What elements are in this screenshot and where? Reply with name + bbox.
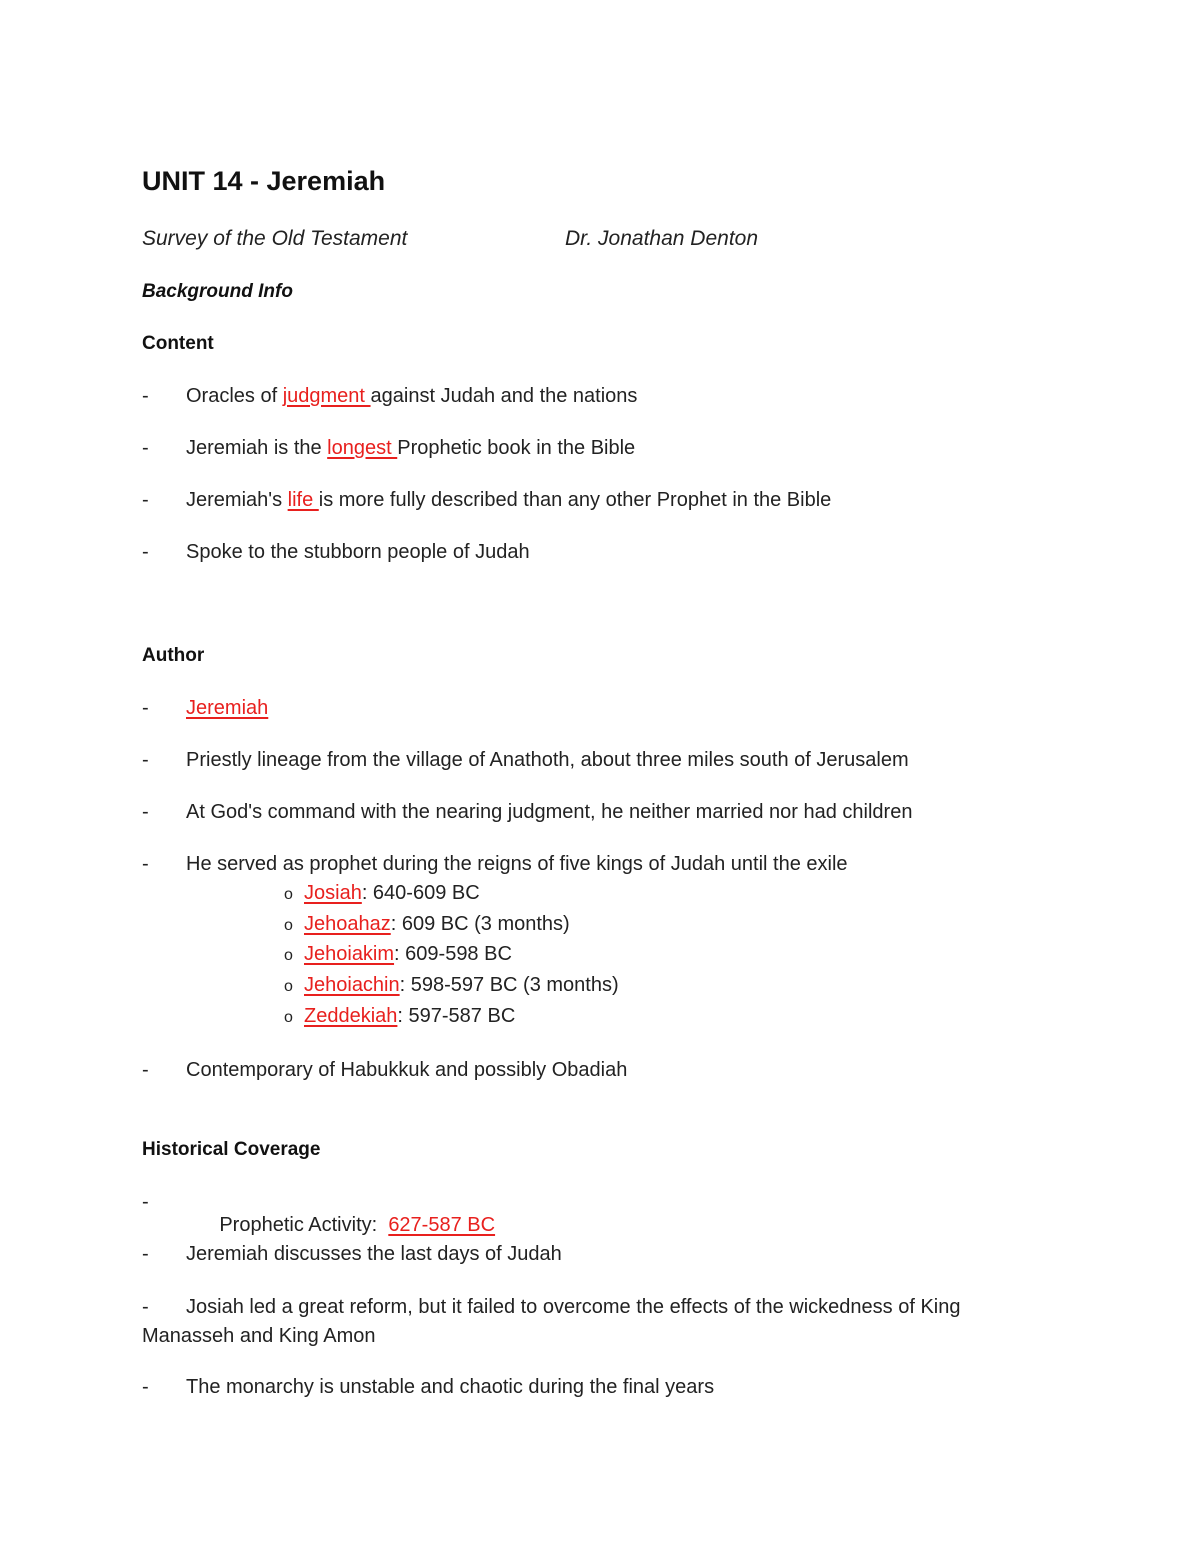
king-dates: : 640-609 BC [361, 882, 480, 904]
item-text: is more fully described than any other Prophet in the Bible [318, 489, 832, 511]
dash-marker: - [142, 1243, 149, 1265]
circle-bullet-icon: o [284, 886, 293, 903]
circle-bullet-icon: o [284, 947, 293, 964]
list-item [186, 697, 268, 720]
dash-marker: - [142, 1376, 149, 1398]
circle-bullet-icon: o [284, 978, 293, 995]
list-item: At God's command with the nearing judgment, he neither married nor had children [186, 801, 913, 823]
list-item: Priestly lineage from the village of Anathoth, about three miles south of Jerusalem [186, 749, 909, 771]
list-item [186, 489, 831, 512]
dash-marker: - [142, 697, 149, 719]
section-heading-author: Author [142, 645, 205, 666]
sublist-item [284, 913, 570, 936]
circle-bullet-icon: o [284, 1009, 293, 1026]
dash-marker: - [142, 801, 149, 823]
dash-marker: - [142, 541, 149, 563]
section-heading-historical: Historical Coverage [142, 1139, 321, 1160]
dash-marker: - [142, 1191, 149, 1213]
sublist-item [284, 882, 480, 905]
king-name: Jehoahaz [304, 913, 391, 935]
list-item-wrapped [142, 1293, 1042, 1351]
highlight-term: longest [327, 437, 398, 459]
list-item: Jeremiah discusses the last days of Judah [186, 1243, 562, 1265]
instructor-name: Dr. Jonathan Denton [565, 227, 759, 250]
item-text: against Judah and the nations [370, 385, 638, 407]
king-dates: : 609-598 BC [394, 943, 512, 965]
item-text: Prophetic book in the Bible [397, 437, 636, 459]
highlight-term: life [287, 489, 319, 511]
item-text: Josiah led a great reform, but it failed to overcome the effects of the wickedness of King Manasseh and King Amon [142, 1296, 961, 1347]
page-title: UNIT 14 - Jeremiah [142, 166, 386, 196]
sublist-item [284, 974, 619, 997]
section-heading-content: Content [142, 333, 214, 354]
dash-marker: - [142, 853, 149, 875]
item-text: Prophetic Activity: [219, 1214, 389, 1236]
list-item [186, 437, 635, 460]
dash-marker: - [142, 1296, 149, 1318]
highlight-term: Jeremiah [186, 697, 269, 719]
dash-marker: - [142, 385, 149, 407]
king-name: Jehoiakim [304, 943, 395, 965]
highlight-term: judgment [282, 385, 371, 407]
item-text: Jeremiah's [186, 489, 288, 511]
list-item [186, 385, 637, 408]
dash-marker: - [142, 489, 149, 511]
king-name: Jehoiachin [304, 974, 400, 996]
section-heading-background: Background Info [142, 281, 293, 302]
highlight-term: 627-587 BC [388, 1214, 496, 1236]
list-item: He served as prophet during the reigns of five kings of Judah until the exile [186, 853, 848, 875]
king-dates: : 598-597 BC (3 months) [399, 974, 619, 996]
king-dates: : 609 BC (3 months) [390, 913, 570, 935]
sublist-item [284, 943, 512, 966]
dash-marker: - [142, 1059, 149, 1081]
list-item: The monarchy is unstable and chaotic during the final years [186, 1376, 715, 1398]
list-item: Contemporary of Habukkuk and possibly Obadiah [186, 1059, 628, 1081]
sublist-item [284, 1005, 515, 1028]
king-name: Josiah [304, 882, 362, 904]
circle-bullet-icon: o [284, 917, 293, 934]
dash-marker: - [142, 437, 149, 459]
dash-marker: - [142, 749, 149, 771]
course-name: Survey of the Old Testament [142, 227, 408, 250]
king-dates: : 597-587 BC [397, 1005, 516, 1027]
king-name: Zeddekiah [304, 1005, 398, 1027]
item-text: Oracles of [186, 385, 283, 407]
item-text: Jeremiah is the [186, 437, 328, 459]
list-item: Spoke to the stubborn people of Judah [186, 541, 530, 563]
